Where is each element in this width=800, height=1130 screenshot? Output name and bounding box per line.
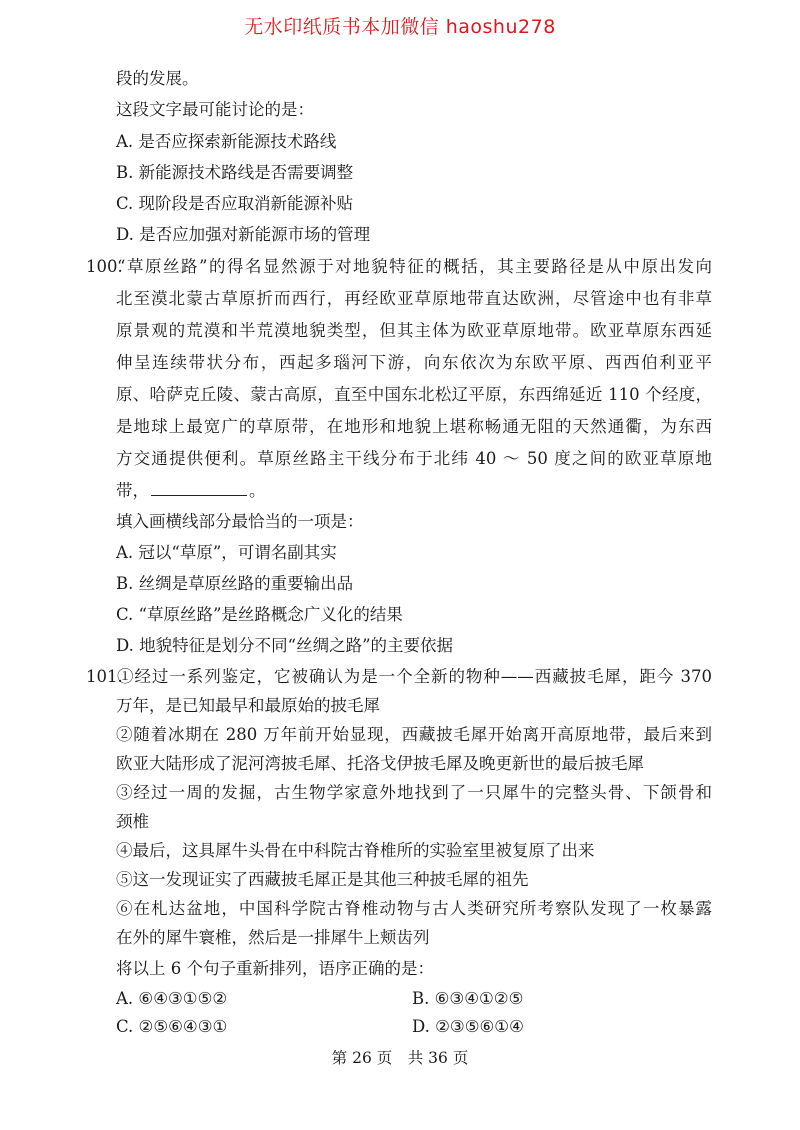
q101-line-4: 欧亚大陆形成了泥河湾披毛犀、托洛戈伊披毛犀及晚更新世的最后披毛犀 [116,754,644,773]
q100-line-2: 北至漠北蒙古草原折而西行，再经欧亚草原地带直达欧洲，尽管途中也有非草 [116,289,712,308]
q100-prompt: 填入画横线部分最恰当的一项是： [116,512,364,531]
q101-line-1: ①经过一系列鉴定，它被确认为是一个全新的物种——西藏披毛犀，距今 370 [117,667,712,686]
q99-option-a[interactable]: A. 是否应探索新能源技术路线 [116,132,337,151]
q100-blank-end: 。 [249,481,266,500]
q100-line-1: “草原丝路”的得名显然源于对地貌特征的概括，其主要路径是从中原出发向 [117,257,712,276]
page-footer: 第 26 页 共 36 页 [331,1049,469,1067]
q99-prompt: 这段文字最可能讨论的是： [116,100,314,119]
answer-blank [151,481,247,496]
q100-line-6: 是地球上最宽广的草原带，在地形和地貌上堪称畅通无阻的天然通衢，为东西 [116,417,712,436]
q100-blank-start: 带， [116,481,149,500]
q99-tail: 段的发展。 [116,69,199,88]
q101-line-2: 万年，是已知最早和最原始的披毛犀 [116,696,380,715]
q101-option-c[interactable]: C. ②⑤⑥④③① [116,1017,228,1036]
q101-line-7: ④最后，这具犀牛头骨在中科院古脊椎所的实验室里被复原了出来 [116,841,595,860]
q100-line-3: 原景观的荒漠和半荒漠地貌类型，但其主体为欧亚草原地带。欧亚草原东西延 [116,321,712,340]
q101-option-d[interactable]: D. ②③⑤⑥①④ [412,1017,524,1036]
q100-option-a[interactable]: A. 冠以“草原”，可谓名副其实 [116,543,337,562]
q101-line-10: 在外的犀牛寰椎，然后是一排犀牛上颊齿列 [116,928,430,947]
q101-line-3: ②随着冰期在 280 万年前开始显现，西藏披毛犀开始离开高原地带，最后来到 [116,725,712,744]
q101-prompt: 将以上 6 个句子重新排列，语序正确的是： [116,959,434,978]
q100-option-d[interactable]: D. 地貌特征是划分不同“丝绸之路”的主要依据 [116,636,454,655]
q99-option-d[interactable]: D. 是否应加强对新能源市场的管理 [116,225,371,244]
q101-option-a[interactable]: A. ⑥④③①⑤② [116,989,228,1008]
q100-number: 100. [86,257,123,276]
q101-line-6: 颈椎 [116,812,149,831]
q101-line-8: ⑤这一发现证实了西藏披毛犀正是其他三种披毛犀的祖先 [116,870,529,889]
q100-line-5: 原、哈萨克丘陵、蒙古高原，直至中国东北松辽平原，东西绵延近 110 个经度， [116,385,712,404]
watermark-text: 无水印纸质书本加微信 haoshu278 [244,16,556,38]
q99-option-c[interactable]: C. 现阶段是否应取消新能源补贴 [116,194,354,213]
q100-line-7: 方交通提供便利。草原丝路主干线分布于北纬 40 ～ 50 度之间的欧亚草原地 [116,449,712,468]
q101-option-b[interactable]: B. ⑥③④①②⑤ [412,989,524,1008]
q100-option-b[interactable]: B. 丝绸是草原丝路的重要输出品 [116,574,354,593]
q99-option-b[interactable]: B. 新能源技术路线是否需要调整 [116,163,354,182]
q100-line-4: 伸呈连续带状分布，西起多瑙河下游，向东依次为东欧平原、西西伯利亚平 [116,353,712,372]
q100-option-c[interactable]: C. “草原丝路”是丝路概念广义化的结果 [116,605,403,624]
q101-line-5: ③经过一周的发掘，古生物学家意外地找到了一只犀牛的完整头骨、下颌骨和 [116,783,712,802]
q101-number: 101. [86,667,123,686]
q101-line-9: ⑥在札达盆地，中国科学院古脊椎动物与古人类研究所考察队发现了一枚暴露 [116,899,712,918]
q100-blank-line [116,480,266,502]
